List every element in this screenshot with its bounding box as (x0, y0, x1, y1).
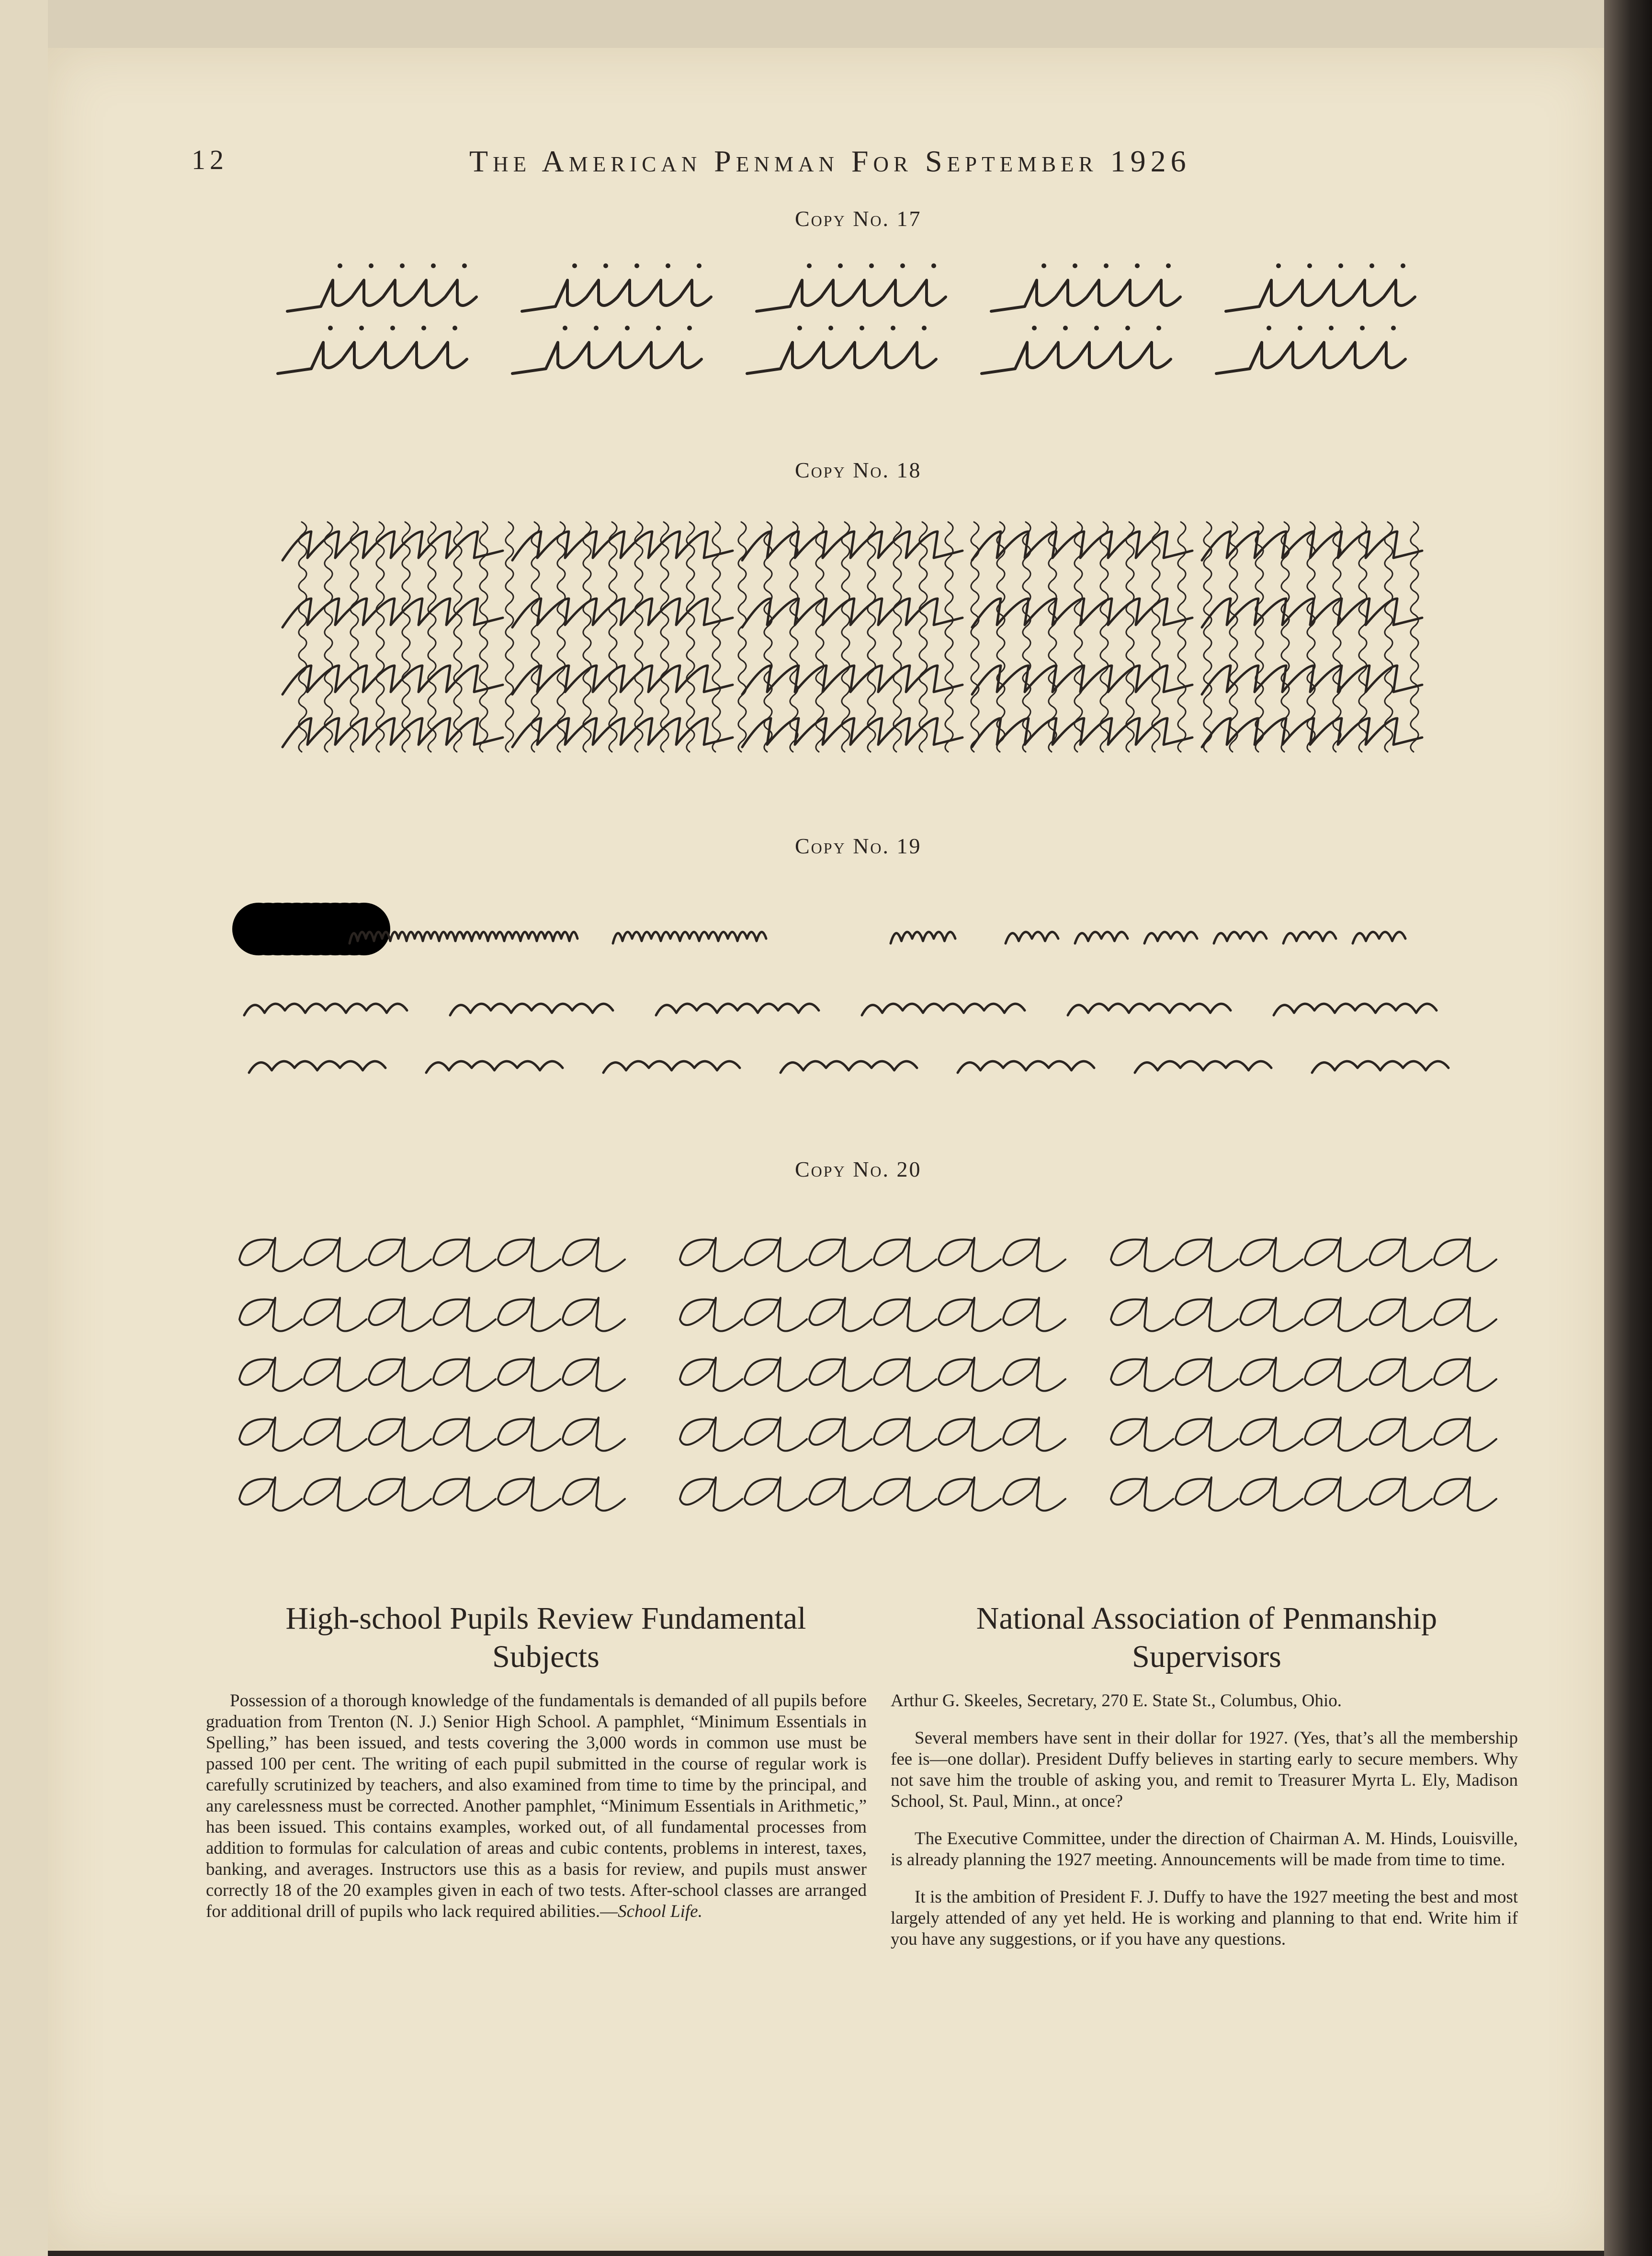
a-letter (1434, 1298, 1496, 1331)
left-article-body (206, 1690, 867, 1939)
i-letter-group (522, 280, 711, 311)
a-letter (563, 1358, 625, 1391)
i-dot (687, 326, 692, 330)
i-dot (1032, 326, 1037, 330)
a-letter (1003, 1358, 1065, 1391)
i-dot (1156, 326, 1161, 330)
a-letter (433, 1238, 496, 1271)
i-dot (462, 263, 467, 268)
vertical-loop-drill (299, 522, 306, 752)
m-letter-group (742, 666, 962, 694)
i-letter-group (747, 342, 936, 374)
a-letter (1111, 1358, 1173, 1391)
left-article-paragraph (206, 1690, 867, 1922)
i-dot (338, 263, 342, 268)
a-letter (1305, 1417, 1367, 1451)
vertical-loop-drill (945, 522, 953, 752)
vertical-loop-drill (635, 522, 643, 752)
i-dot (891, 326, 895, 330)
a-letter (1176, 1477, 1238, 1511)
vertical-loop-drill (661, 522, 668, 752)
vertical-loop-drill (609, 522, 617, 752)
i-dot (1391, 326, 1396, 330)
book-spine (1604, 0, 1652, 2256)
w-drill-group (1075, 932, 1128, 943)
w-drill-group (1006, 932, 1058, 943)
i-dot (1063, 326, 1068, 330)
won-now-word (1312, 1061, 1448, 1073)
vertical-loop-drill (1385, 522, 1392, 752)
www-word (450, 1004, 613, 1015)
a-letter (874, 1417, 936, 1451)
right-article-title-line1: National Association of Penmanship (976, 1601, 1437, 1636)
won-now-word (781, 1061, 917, 1073)
www-word (862, 1004, 1025, 1015)
i-dot (634, 263, 639, 268)
vertical-loop-drill (1178, 522, 1186, 752)
a-letter (1369, 1358, 1432, 1391)
scan-border-left (0, 0, 48, 2256)
a-letter (563, 1238, 625, 1271)
www-word (1068, 1004, 1231, 1015)
a-letter (304, 1417, 366, 1451)
i-letter-group (512, 342, 702, 374)
i-dot (807, 263, 812, 268)
i-dot (860, 326, 864, 330)
copy-20-script-a-drill (239, 1212, 1513, 1537)
w-drill-group (1214, 932, 1267, 943)
a-letter (433, 1358, 496, 1391)
a-letter (498, 1298, 560, 1331)
vertical-loop-drill (1411, 522, 1418, 752)
secretary-line: Arthur G. Skeeles, Secretary, 270 E. State St., Columbus, Ohio. (891, 1691, 1342, 1711)
a-letter (680, 1298, 742, 1331)
a-letter (433, 1298, 496, 1331)
i-letter-group (1226, 280, 1415, 311)
vertical-loop-drill (557, 522, 565, 752)
i-letter-group (982, 342, 1171, 374)
i-dot (869, 263, 874, 268)
a-letter (809, 1238, 871, 1271)
a-letter (1240, 1298, 1302, 1331)
copy-19-label: Copy No. 19 (795, 834, 922, 858)
won-now-word (1135, 1061, 1271, 1073)
a-letter (304, 1298, 366, 1331)
i-dot (656, 326, 661, 330)
a-letter (304, 1358, 366, 1391)
i-dot (922, 326, 927, 330)
vertical-loop-drill (894, 522, 901, 752)
a-letter (563, 1298, 625, 1331)
i-dot (1094, 326, 1099, 330)
a-letter (1240, 1477, 1302, 1511)
m-letter-group (283, 718, 503, 747)
i-dot (603, 263, 608, 268)
a-letter (1176, 1238, 1238, 1271)
i-dot (1166, 263, 1171, 268)
i-dot (828, 326, 833, 330)
vertical-loop-drill (428, 522, 436, 752)
www-word (1274, 1004, 1437, 1015)
i-dot (572, 263, 577, 268)
vertical-loop-drill (868, 522, 875, 752)
right-article-paragraph-1: Several members have sent in their dollar for 1927. (Yes, that’s all the membership fee is—one dollar). President Duffy believes in starting early to secure members. Why not save him the trouble of asking you, and remit to Treasurer Myrta L. Ely, Madison School, St. Paul, Minn., at once? (891, 1728, 1518, 1811)
m-letter-group (512, 599, 733, 627)
www-word (244, 1004, 407, 1015)
a-letter (1003, 1238, 1065, 1271)
m-letter-group (283, 666, 503, 694)
won-now-word (603, 1061, 740, 1073)
a-letter (1003, 1477, 1065, 1511)
a-letter (239, 1358, 302, 1391)
vertical-loop-drill (402, 522, 410, 752)
i-dot (697, 263, 702, 268)
a-letter (1369, 1298, 1432, 1331)
i-dot (666, 263, 670, 268)
w-drill-group (1144, 932, 1197, 943)
i-letter-group (278, 342, 467, 374)
vertical-loop-drill (325, 522, 332, 752)
vertical-loop-drill (351, 522, 358, 752)
a-letter (498, 1358, 560, 1391)
a-letter (369, 1477, 431, 1511)
a-letter (1111, 1298, 1173, 1331)
a-letter (1176, 1298, 1238, 1331)
i-dot (431, 263, 436, 268)
right-article-body (891, 1690, 1518, 1966)
w-drill-group (1353, 932, 1405, 943)
a-letter (809, 1298, 871, 1331)
vertical-loop-drill (1100, 522, 1108, 752)
copy-18-label: Copy No. 18 (795, 458, 922, 482)
i-dot (1401, 263, 1405, 268)
i-dot (838, 263, 843, 268)
a-letter (1434, 1417, 1496, 1451)
a-letter (369, 1298, 431, 1331)
a-letter (939, 1358, 1001, 1391)
a-letter (239, 1417, 302, 1451)
a-letter (433, 1477, 496, 1511)
a-letter (369, 1417, 431, 1451)
a-letter (1111, 1238, 1173, 1271)
left-article-source: School Life. (618, 1902, 702, 1921)
copy-20-label: Copy No. 20 (795, 1157, 922, 1181)
a-letter (498, 1238, 560, 1271)
a-letter (939, 1417, 1001, 1451)
a-letter (745, 1417, 807, 1451)
a-letter (745, 1358, 807, 1391)
a-letter (239, 1477, 302, 1511)
i-dot (1360, 326, 1365, 330)
a-letter (563, 1417, 625, 1451)
i-dot (1073, 263, 1077, 268)
a-letter (1003, 1417, 1065, 1451)
a-letter (809, 1358, 871, 1391)
copy-19-script-w-drill (230, 900, 1475, 1092)
a-letter (745, 1477, 807, 1511)
i-dot (900, 263, 905, 268)
left-article-text: Possession of a thorough knowledge of the fundamentals is demanded of all pupils before graduation from Trenton (N. J.) Senior High School. A pamphlet, “Minimum Essentials in Spelling,” has been issued, and tests covering the 3,000 words in common use must be passed 100 per cent. The writing of each pupil submitted in the course of regular work is carefully scrutinized by teachers, and also examined from time to time by the principal, and any carelessness must be corrected. Another pamphlet, “Minimum Essentials in Arithmetic,” has been issued. This contains examples, worked out, of all fundamental processes from addition to formulas for calculation of areas and cubic contents, problems in interest, taxes, banking, and averages. Instructors use this as a basis for review, and pupils must answer correctly 18 of the 20 examples given in each of two tests. After-school classes are arranged for additional drill of pupils who lack required abilities.— (206, 1691, 867, 1921)
a-letter (1111, 1477, 1173, 1511)
i-dot (594, 326, 599, 330)
right-article-title (862, 1599, 1551, 1676)
a-letter (1305, 1358, 1367, 1391)
i-dot (390, 326, 395, 330)
a-letter (1305, 1238, 1367, 1271)
a-letter (939, 1298, 1001, 1331)
i-letter-group (757, 280, 946, 311)
copy-17-label: Copy No. 17 (795, 206, 922, 231)
i-dot (453, 326, 457, 330)
i-dot (563, 326, 567, 330)
i-dot (359, 326, 364, 330)
a-letter (1369, 1477, 1432, 1511)
page-number: 12 (192, 144, 228, 175)
a-letter (809, 1417, 871, 1451)
i-dot (400, 263, 405, 268)
a-letter (1240, 1417, 1302, 1451)
a-letter (874, 1298, 936, 1331)
m-letter-group (972, 532, 1192, 560)
a-letter (939, 1238, 1001, 1271)
i-dot (1329, 326, 1334, 330)
scan-border-top (0, 0, 1604, 48)
running-title: The American Penman For September 1926 (469, 144, 1191, 178)
copy-18-script-m-drill (283, 508, 1446, 766)
i-dot (1041, 263, 1046, 268)
i-dot (1125, 326, 1130, 330)
right-article-paragraph-3: It is the ambition of President F. J. Duffy to have the 1927 meeting the best and most largely attended of any yet held. He is working and planning to that end. Write him if you have any suggestions, or if you have any questions. (891, 1887, 1518, 1949)
m-letter-group (742, 532, 962, 560)
i-dot (931, 263, 936, 268)
a-letter (1305, 1477, 1367, 1511)
a-letter (1003, 1298, 1065, 1331)
left-article-title-line2: Subjects (492, 1639, 600, 1674)
a-letter (874, 1238, 936, 1271)
i-dot (625, 326, 630, 330)
i-dot (328, 326, 333, 330)
i-letter-group (287, 280, 476, 311)
i-dot (1369, 263, 1374, 268)
left-article-title-line1: High-school Pupils Review Fundamental (285, 1601, 806, 1636)
vertical-loop-drill (971, 522, 979, 752)
vertical-loop-drill (687, 522, 694, 752)
a-letter (498, 1477, 560, 1511)
copy-17-script-i-drill (278, 259, 1456, 383)
won-now-word (249, 1061, 385, 1073)
a-letter (1434, 1358, 1496, 1391)
m-letter-group (512, 532, 733, 560)
m-letter-group (742, 599, 962, 627)
vertical-loop-drill (454, 522, 462, 752)
a-letter (1369, 1238, 1432, 1271)
a-letter (809, 1477, 871, 1511)
vertical-loop-drill (376, 522, 384, 752)
right-article-paragraph-2: The Executive Committee, under the direction of Chairman A. M. Hinds, Louisville, is already planning the 1927 meeting. Announcements will be made from time to time. (891, 1829, 1518, 1870)
a-letter (304, 1238, 366, 1271)
a-letter (1111, 1417, 1173, 1451)
a-letter (680, 1417, 742, 1451)
a-letter (680, 1358, 742, 1391)
a-letter (680, 1238, 742, 1271)
i-dot (421, 326, 426, 330)
vertical-loop-drill (506, 522, 513, 752)
i-dot (797, 326, 802, 330)
i-dot (369, 263, 373, 268)
i-dot (1307, 263, 1312, 268)
a-letter (563, 1477, 625, 1511)
a-letter (1369, 1417, 1432, 1451)
a-letter (1305, 1298, 1367, 1331)
a-letter (745, 1238, 807, 1271)
m-letter-group (512, 666, 733, 694)
i-dot (1135, 263, 1140, 268)
vertical-loop-drill (1152, 522, 1160, 752)
a-letter (1240, 1358, 1302, 1391)
vertical-loop-drill (919, 522, 927, 752)
oval-drill (338, 903, 390, 955)
a-letter (1240, 1238, 1302, 1271)
a-letter (369, 1238, 431, 1271)
vertical-loop-drill (842, 522, 849, 752)
w-drill-group (1283, 932, 1336, 943)
i-dot (1276, 263, 1281, 268)
m-letter-group (283, 599, 503, 627)
a-letter (1176, 1358, 1238, 1391)
a-letter (239, 1298, 302, 1331)
a-letter (1434, 1477, 1496, 1511)
i-letter-group (1216, 342, 1405, 374)
a-letter (369, 1358, 431, 1391)
a-letter (304, 1477, 366, 1511)
a-letter (874, 1358, 936, 1391)
a-letter (239, 1238, 302, 1271)
i-dot (1267, 326, 1271, 330)
a-letter (874, 1477, 936, 1511)
m-letter-group (1202, 718, 1422, 747)
i-dot (1104, 263, 1109, 268)
w-drill-group (891, 932, 955, 943)
won-now-word (426, 1061, 563, 1073)
m-letter-group (512, 718, 733, 747)
a-letter (1176, 1417, 1238, 1451)
a-letter (939, 1477, 1001, 1511)
a-letter (745, 1298, 807, 1331)
i-dot (1298, 326, 1302, 330)
m-letter-group (742, 718, 962, 747)
i-letter-group (991, 280, 1180, 311)
i-dot (1338, 263, 1343, 268)
www-word (656, 1004, 819, 1015)
left-article-title (201, 1599, 891, 1676)
m-letter-group (283, 532, 503, 560)
vertical-loop-drill (583, 522, 591, 752)
vertical-loop-drill (1126, 522, 1134, 752)
right-article-title-line2: Supervisors (1132, 1639, 1281, 1674)
a-letter (680, 1477, 742, 1511)
won-now-word (958, 1061, 1094, 1073)
w-drill-group (613, 932, 766, 943)
a-letter (1434, 1238, 1496, 1271)
a-letter (498, 1417, 560, 1451)
a-letter (433, 1417, 496, 1451)
